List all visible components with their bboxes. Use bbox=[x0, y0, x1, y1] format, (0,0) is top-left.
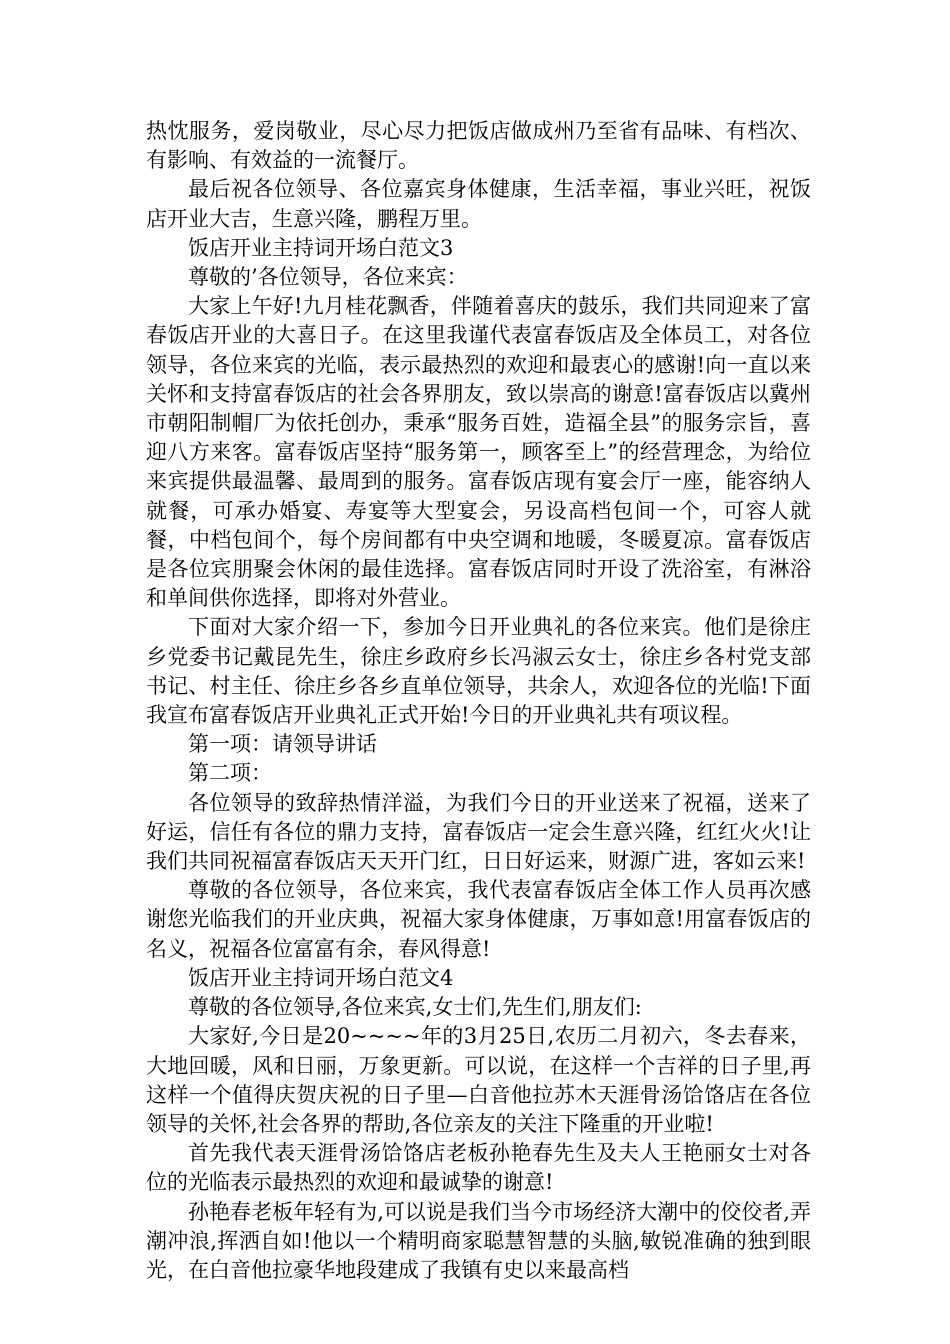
section-heading-3: 饭店开业主持词开场白范文3 bbox=[188, 235, 454, 260]
paragraph-thanks-4: 首先我代表天涯骨汤饸饹店老板孙艳春先生及夫人王艳丽女士对各位的光临表示最热烈的欢迎和最诚挚的谢意! bbox=[146, 1141, 811, 1195]
paragraph-blessing-3: 各位领导的致辞热情洋溢，为我们今日的开业送来了祝福，送来了好运，信任有各位的鼎力支持，富春饭店一定会生意兴隆，红红火火!让我们共同祝福富春饭店天天开门红，日日好运来，财源广进，客如云来! bbox=[146, 790, 811, 874]
agenda-item-2: 第二项： bbox=[188, 761, 272, 786]
document-page bbox=[146, 117, 811, 1285]
agenda-item-1: 第一项：请领导讲话 bbox=[188, 732, 377, 757]
salutation-4: 尊敬的各位领导,各位来宾,女士们,先生们,朋友们: bbox=[188, 995, 642, 1020]
paragraph-opening-4: 大家好,今日是20~~~~年的3月25日,农历二月初六，冬去春来，大地回暖，风和日丽，万象更新。可以说，在这样一个吉祥的日子里,再这样一个值得庆贺庆祝的日子里—白音他拉苏木天涯骨汤饸饹店在各位领导的关怀,社会各界的帮助,各位亲友的关注下隆重的开业啦! bbox=[146, 1024, 811, 1136]
section-heading-4: 饭店开业主持词开场白范文4 bbox=[188, 965, 454, 990]
paragraph-1: 热忱服务，爱岗敬业，尽心尽力把饭店做成州乃至省有品味、有档次、有影响、有效益的一流餐厅。 bbox=[146, 119, 811, 173]
paragraph-closing-3: 尊敬的各位领导，各位来宾，我代表富春饭店全体工作人员再次感谢您光临我们的开业庆典，祝福大家身体健康，万事如意!用富春饭店的名义，祝福各位富富有余，春风得意! bbox=[146, 878, 811, 961]
paragraph-opening-3: 大家上午好!九月桂花飘香，伴随着喜庆的鼓乐，我们共同迎来了富春饭店开业的大喜日子。在这里我谨代表富春饭店及全体员工，对各位领导，各位来宾的光临，表示最热烈的欢迎和最衷心的感谢!向一直以来关怀和支持富春饭店的社会各界朋友，致以崇高的谢意!富春饭店以冀州市朝阳制帽厂为依托创办，秉承“服务百姓，造福全县”的服务宗旨，喜迎八方来客。富春饭店坚持“服务第一，顾客至上”的经营理念，为给位来宾提供最温馨、最周到的服务。富春饭店现有宴会厅一座，能容纳人就餐，可承办婚宴、寿宴等大型宴会，另设高档包间一个，可容人就餐，中档包间个，每个房间都有中央空调和地暖，冬暖夏凉。富春饭店是各位宾朋聚会休闲的最佳选择。富春饭店同时开设了洗浴室，有淋浴和单间供你选择，即将对外营业。 bbox=[146, 294, 811, 611]
paragraph-owner-4: 孙艳春老板年轻有为,可以说是我们当今市场经济大潮中的佼佼者,弄潮冲浪,挥洒自如!他以一个精明商家聪慧智慧的头脑,敏锐准确的独到眼光，在白音他拉豪华地段建成了我镇有史以来最高档 bbox=[146, 1199, 811, 1282]
paragraph-2: 最后祝各位领导、各位嘉宾身体健康，生活幸福，事业兴旺，祝饭店开业大吉，生意兴隆，鹏程万里。 bbox=[146, 177, 811, 231]
paragraph-guests-3: 下面对大家介绍一下，参加今日开业典礼的各位来宾。他们是徐庄乡党委书记戴昆先生，徐庄乡政府乡长冯淑云女士，徐庄乡各村党支部书记、村主任、徐庄乡各乡直单位领导，共余人，欢迎各位的光临!下面我宣布富春饭店开业典礼正式开始!今日的开业典礼共有项议程。 bbox=[146, 615, 811, 728]
salutation-3: 尊敬的’各位领导，各位来宾： bbox=[188, 265, 468, 290]
